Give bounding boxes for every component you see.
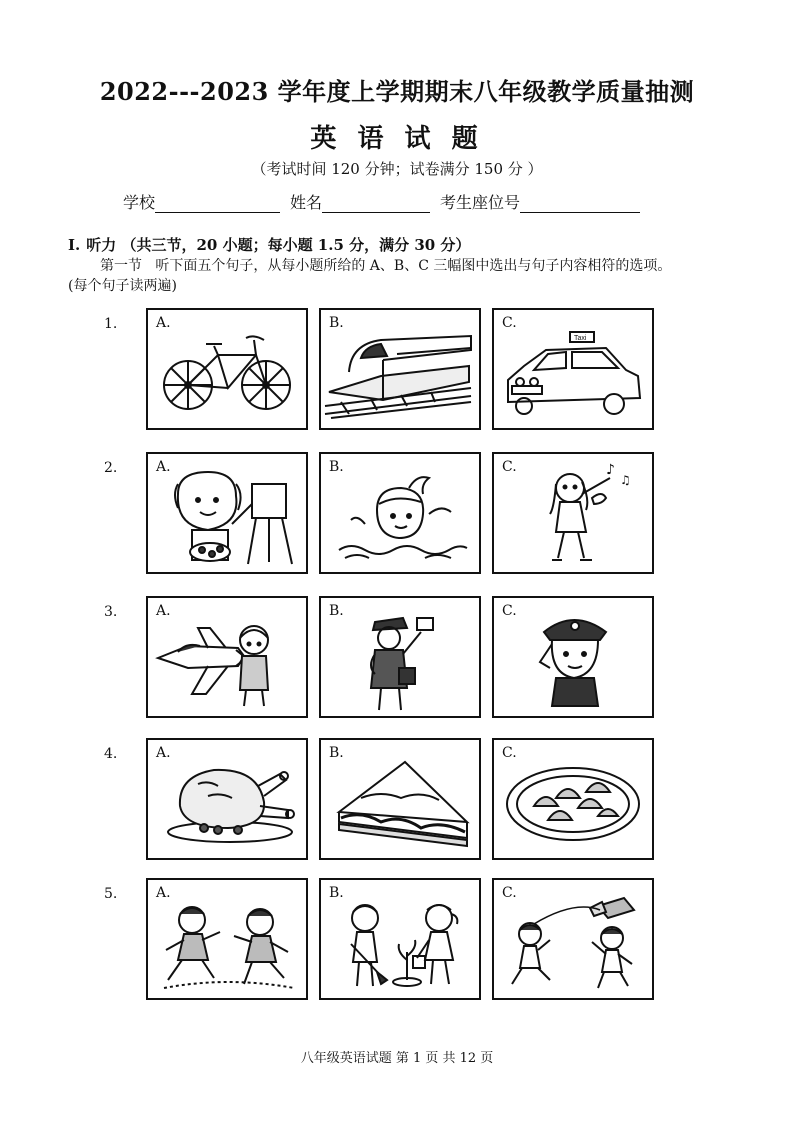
exam-info: （考试时间 120 分钟；试卷满分 150 分 ）: [251, 160, 543, 178]
option-box[interactable]: [319, 308, 481, 430]
option-label: B.: [329, 315, 344, 331]
school-label: 学校: [123, 193, 156, 212]
painting-girl-icon: [148, 454, 306, 572]
exam-title: 2022---2023 学年度上学期期末八年级教学质量抽测: [99, 77, 695, 106]
bicycle-icon: [148, 310, 306, 428]
option-box[interactable]: [319, 738, 481, 860]
question-3: [0, 596, 794, 721]
question-4: [0, 738, 794, 863]
option-label: B.: [329, 603, 344, 619]
option-box[interactable]: [492, 308, 654, 430]
option-box[interactable]: [146, 738, 308, 860]
option-label: B.: [329, 745, 344, 761]
option-box[interactable]: [319, 596, 481, 718]
section-number: I.: [68, 236, 81, 254]
taxi-sign-text: Taxi: [574, 335, 587, 342]
svg-text:♫: ♫: [620, 473, 631, 487]
question-1: [0, 308, 794, 433]
postman-icon: [321, 598, 479, 716]
name-blank[interactable]: [322, 194, 430, 213]
option-box[interactable]: [319, 878, 481, 1000]
option-box[interactable]: [492, 596, 654, 718]
option-box[interactable]: [319, 452, 481, 574]
student-info-fields: [123, 190, 683, 213]
option-label: A.: [156, 603, 171, 619]
question-number: 5.: [104, 886, 118, 902]
question-number: 1.: [104, 316, 118, 332]
option-label: B.: [329, 885, 344, 901]
question-number: 3.: [104, 604, 118, 620]
option-box[interactable]: [492, 738, 654, 860]
violin-girl-icon: [494, 454, 652, 572]
question-5: [0, 878, 794, 1003]
option-label: A.: [156, 315, 171, 331]
instruction-text: 听下面五个句子，从每小题所给的 A、B、C 三幅图中选出与句子内容相符的选项。: [155, 258, 672, 274]
name-label: 姓名: [290, 193, 323, 212]
option-box[interactable]: [146, 308, 308, 430]
planting-tree-icon: [321, 880, 479, 998]
running-kids-icon: [148, 880, 306, 998]
part-label: 第一节: [100, 258, 142, 274]
sandwich-icon: [321, 740, 479, 858]
option-label: A.: [156, 745, 171, 761]
question-number: 2.: [104, 460, 118, 476]
option-label: B.: [329, 459, 344, 475]
option-label: C.: [502, 603, 517, 619]
seat-number-label: 考生座位号: [440, 193, 521, 212]
question-number: 4.: [104, 746, 118, 762]
option-box[interactable]: [492, 452, 654, 574]
subject-title: 英 语 试 题: [310, 124, 484, 154]
question-2: [0, 452, 794, 577]
option-box[interactable]: [146, 878, 308, 1000]
option-box[interactable]: [492, 878, 654, 1000]
option-label: A.: [156, 459, 171, 475]
section-heading: [68, 234, 470, 255]
option-label: C.: [502, 315, 517, 331]
train-icon: [321, 310, 479, 428]
option-box[interactable]: [146, 596, 308, 718]
section-instruction: [68, 256, 758, 296]
page-footer: 八年级英语试题 第 1 页 共 12 页: [300, 1051, 494, 1066]
swimming-girl-icon: [321, 454, 479, 572]
section-heading-text: 听力 （共三节，20 小题；每小题 1.5 分，满分 30 分）: [86, 236, 471, 254]
option-label: C.: [502, 885, 517, 901]
seat-number-blank[interactable]: [520, 194, 640, 213]
flying-kite-icon: [494, 880, 652, 998]
police-officer-icon: [494, 598, 652, 716]
roast-turkey-icon: [148, 740, 306, 858]
option-label: C.: [502, 459, 517, 475]
taxi-icon: [494, 310, 652, 428]
option-label: A.: [156, 885, 171, 901]
dumplings-icon: [494, 740, 652, 858]
option-label: C.: [502, 745, 517, 761]
school-blank[interactable]: [155, 194, 280, 213]
svg-text:♪: ♪: [606, 462, 615, 478]
instruction-note: (每个句子读两遍): [68, 278, 177, 294]
pilot-icon: [148, 598, 306, 716]
option-box[interactable]: [146, 452, 308, 574]
